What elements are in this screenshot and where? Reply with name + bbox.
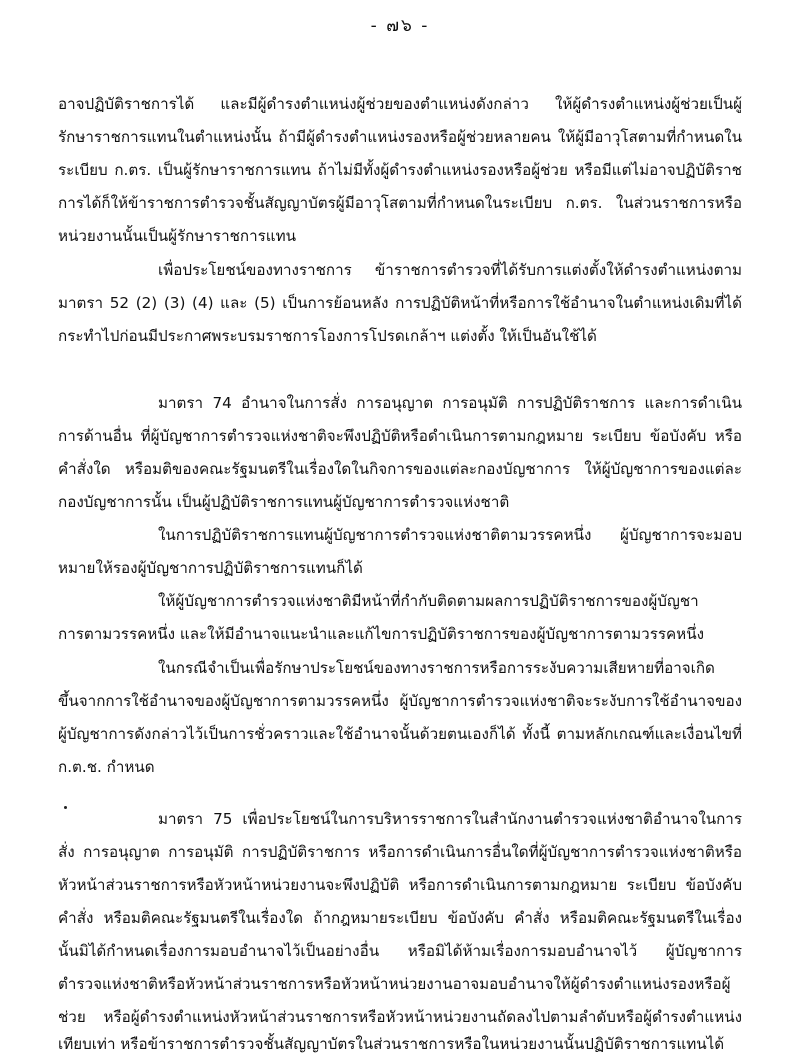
body-line: รักษาราชการแทนในตำแหน่งนั้น ถ้ามีผู้ดำรงตำแหน่งรองหรือผู้ช่วยหลายคน ให้ผู้มีอาวุโสตามที่กำหนดใน xyxy=(58,128,742,146)
body-line: ในการปฏิบัติราชการแทนผู้บัญชาการตำรวจแห่งชาติตามวรรคหนึ่ง ผู้บัญชาการจะมอบ xyxy=(158,526,742,544)
body-line: มาตรา 75 เพื่อประโยชน์ในการบริหารราชการในสำนักงานตำรวจแห่งชาติอำนาจในการ xyxy=(158,810,742,828)
body-line: ขึ้นจากการใช้อำนาจของผู้บัญชาการตามวรรคหนึ่ง ผู้บัญชาการตำรวจแห่งชาติจะระงับการใช้อำนาจของ xyxy=(58,692,742,710)
page-number: - ๗๖ - xyxy=(370,16,430,36)
body-line: ผู้บัญชาการดังกล่าวไว้เป็นการชั่วคราวและใช้อำนาจนั้นด้วยตนเองก็ได้ ทั้งนี้ ตามหลักเกณฑ์และเงื่อนไขที่ xyxy=(58,725,742,743)
body-line: นั้นมิได้กำหนดเรื่องการมอบอำนาจไว้เป็นอย่างอื่น หรือมิได้ห้ามเรื่องการมอบอำนาจไว้ ผู้บัญชาการ xyxy=(58,942,742,960)
body-line: การได้ก็ให้ข้าราชการตำรวจชั้นสัญญาบัตรผู้มีอาวุโสตามที่กำหนดในระเบียบ ก.ตร. ในส่วนราชการหรือ xyxy=(58,194,742,212)
body-line: กระทำไปก่อนมีประกาศพระบรมราชการโองการโปรดเกล้าฯ แต่งตั้ง ให้เป็นอันใช้ได้ xyxy=(58,327,597,345)
body-line: การด้านอื่น ที่ผู้บัญชาการตำรวจแห่งชาติจะพึงปฏิบัติหรือดำเนินการตามกฎหมาย ระเบียบ ข้อบังคับ หรือ xyxy=(58,427,742,445)
body-line: ให้ผู้บัญชาการตำรวจแห่งชาติมีหน้าที่กำกับติดตามผลการปฏิบัติราชการของผู้บัญชา xyxy=(158,592,699,610)
body-line: ระเบียบ ก.ตร. เป็นผู้รักษาราชการแทน ถ้าไม่มีทั้งผู้ดำรงตำแหน่งรองหรือผู้ช่วย หรือมีแต่ไม่อาจปฏิบัติราช xyxy=(58,161,742,179)
body-line: หมายให้รองผู้บัญชาการปฏิบัติราชการแทนก็ได้ xyxy=(58,559,363,577)
body-line: คำสั่ง หรือมติคณะรัฐมนตรีในเรื่องใด ถ้ากฎหมายระเบียบ ข้อบังคับ คำสั่ง หรือมติคณะรัฐมนตรีในเรื่อง xyxy=(58,909,742,927)
body-line: สั่ง การอนุญาต การอนุมัติ การปฏิบัติราชการ หรือการดำเนินการอื่นใดที่ผู้บัญชาการตำรวจแห่งชาติหรือ xyxy=(58,843,742,861)
body-line: อาจปฏิบัติราชการได้ และมีผู้ดำรงตำแหน่งผู้ช่วยของตำแหน่งดังกล่าว ให้ผู้ดำรงตำแหน่งผู้ช่วยเป็นผู้ xyxy=(58,95,742,113)
body-line: เทียบเท่า หรือข้าราชการตำรวจชั้นสัญญาบัตรในส่วนราชการหรือในหน่วยงานนั้นปฏิบัติราชการแทนได้ xyxy=(58,1035,725,1053)
body-line: ในกรณีจำเป็นเพื่อรักษาประโยชน์ของทางราชการหรือการระงับความเสียหายที่อาจเกิด xyxy=(158,659,715,677)
body-line: ตำรวจแห่งชาติหรือหัวหน้าส่วนราชการหรือหัวหน้าหน่วยงานอาจมอบอำนาจให้ผู้ดำรงตำแหน่งรองหรือผู้ xyxy=(58,975,731,993)
body-line: หัวหน้าส่วนราชการหรือหัวหน้าหน่วยงานจะพึงปฏิบัติ หรือการดำเนินการตามกฎหมาย ระเบียบ ข้อบังคับ xyxy=(58,876,742,894)
body-line: มาตรา 74 อำนาจในการสั่ง การอนุญาต การอนุมัติ การปฏิบัติราชการ และการดำเนิน xyxy=(158,394,742,412)
body-line: กองบัญชาการนั้น เป็นผู้ปฏิบัติราชการแทนผู้บัญชาการตำรวจแห่งชาติ xyxy=(58,493,510,511)
body-line: การตามวรรคหนึ่ง และให้มีอำนาจแนะนำและแก้ไขการปฏิบัติราชการของผู้บัญชาการตามวรรคหนึ่ง xyxy=(58,625,704,643)
body-line: เพื่อประโยชน์ของทางราชการ ข้าราชการตำรวจที่ได้รับการแต่งตั้งให้ดำรงตำแหน่งตาม xyxy=(158,261,742,279)
body-line: ก.ต.ช. กำหนด xyxy=(58,758,155,776)
body-line: มาตรา 52 (2) (3) (4) และ (5) เป็นการย้อนหลัง การปฏิบัติหน้าที่หรือการใช้อำนาจในตำแหน่งเดิมที่ได้ xyxy=(58,294,742,312)
scan-speck xyxy=(64,806,67,809)
body-line: หน่วยงานนั้นเป็นผู้รักษาราชการแทน xyxy=(58,227,296,245)
body-line: คำสั่งใด หรือมติของคณะรัฐมนตรีในเรื่องใดในกิจการของแต่ละกองบัญชาการ ให้ผู้บัญชาการของแต่ละ xyxy=(58,460,742,478)
body-line: ช่วย หรือผู้ดำรงตำแหน่งหัวหน้าส่วนราชการหรือหัวหน้าหน่วยงานถัดลงไปตามลำดับหรือผู้ดำรงตำแหน่ง xyxy=(58,1008,742,1026)
